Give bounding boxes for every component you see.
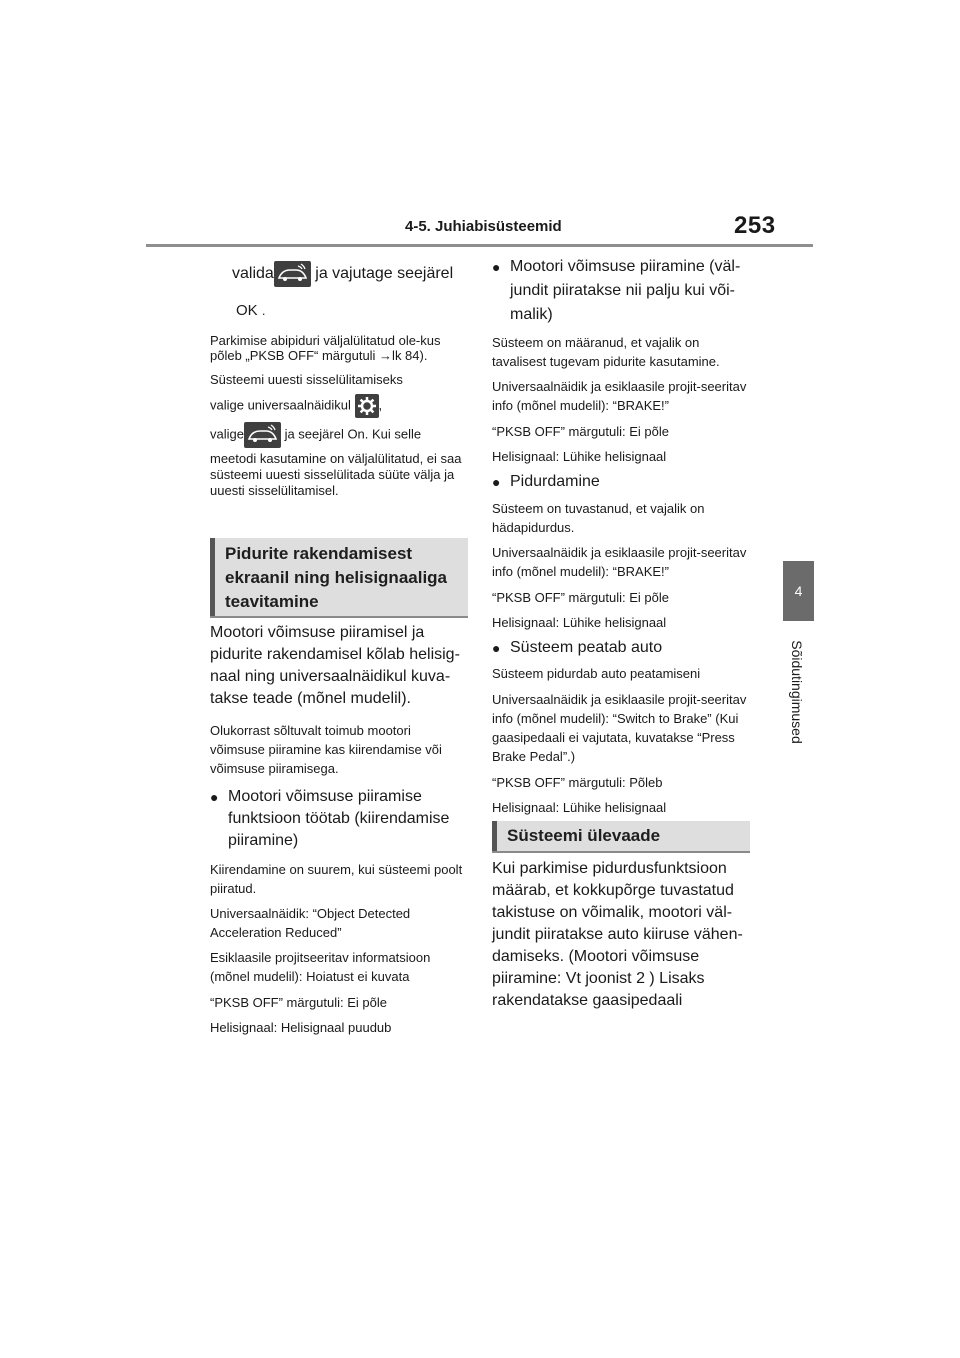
note-text-3a: valige universaalnäidikul: [210, 397, 351, 413]
overview-paragraph: Kui parkimise pidurdusfunktsioon määrab, et kokkupõrge tuvastatud takistuse on võimalik, mootori väl-jundit piiratakse auto kiiruse vähen-damiseks. (Mootori võimsuse piiramine: Vt joonist 2 ) Lisaks rakendatakse gaasipedaali: [492, 860, 743, 1009]
b1-detail-3: “PKSB OFF” märgutuli: Ei põle: [492, 424, 669, 439]
step-text-a: valida: [232, 265, 274, 283]
section-heading-left: Pidurite rakendamisest ekraanil ning helisignaaliga teavitamine: [210, 538, 468, 616]
step-line: [232, 261, 472, 287]
chapter-title: Sõidutingimused: [789, 640, 805, 744]
ok-period: .: [261, 303, 266, 318]
bullet-detail-5: Helisignaal: Helisignaal puudub: [210, 1020, 392, 1035]
gear-icon: [355, 394, 379, 418]
note-text-3b: ,: [378, 397, 383, 413]
bullet-detail-3: Esiklaasile projitseeritav informatsioon (mõnel mudelil): Hoiatust ei kuvata: [210, 950, 431, 984]
b2-detail-1: Süsteem on tuvastanud, et vajalik on hädapidurdus.: [492, 501, 705, 535]
note-line-4: [210, 422, 465, 448]
bullet-detail-1: Kiirendamine on suurem, kui süsteemi poolt piiratud.: [210, 862, 463, 896]
note-text-1: Parkimise abipiduri väljalülitatud ole-kus põleb „PKSB OFF“ märgutuli →lk 84).: [210, 333, 441, 363]
heading-rule-right: [492, 851, 750, 853]
bullet-braking: ● Pidurdamine: [492, 471, 750, 493]
bullet-stop: ● Süsteem peatab auto: [492, 637, 750, 659]
b1-detail-2: Universaalnäidik ja esiklaasile projit-seeritav info (mõnel mudelil): “BRAKE!”: [492, 379, 747, 413]
car-sensor-icon: [244, 422, 281, 448]
b3-detail-4: Helisignaal: Lühike helisignaal: [492, 800, 667, 815]
note-text-4a: valige: [210, 426, 244, 442]
ok-line: [236, 302, 265, 319]
b1-detail-1: Süsteem on määranud, et vajalik on tavalisest tugevam pidurite kasutamine.: [492, 335, 720, 369]
page-number: 253: [734, 212, 776, 239]
chapter-tab: 4: [783, 561, 814, 621]
heading-rule-left: [210, 616, 468, 618]
intro-paragraph: Mootori võimsuse piiramisel ja pidurite rakendamisel kõlab helisig-naal ning universaalnäidikul kuva-takse teade (mõnel mudelil).: [210, 624, 460, 707]
b3-detail-2: Universaalnäidik ja esiklaasile projit-seeritav info (mõnel mudelil): “Switch to Brake” (Kui gaasipedaali ei vajutata, kuvatakse “Press Brake Pedal”.): [492, 692, 747, 764]
note-line-3: [210, 394, 465, 418]
note-text-2: Süsteemi uuesti sisselülitamiseks: [210, 372, 403, 387]
header-rule: [146, 244, 813, 247]
bullet-power-limit: ● Mootori võimsuse piiramine (väl-jundit piiratakse nii palju kui või-malik): [492, 255, 750, 327]
b2-detail-2: Universaalnäidik ja esiklaasile projit-seeritav info (mõnel mudelil): “BRAKE!”: [492, 545, 747, 579]
ok-label: OK: [236, 302, 258, 319]
section-heading-right: Süsteemi ülevaade: [492, 821, 750, 851]
right-body: [492, 255, 750, 816]
note-block: [210, 333, 465, 499]
b2-detail-4: Helisignaal: Lühike helisignaal: [492, 615, 667, 630]
b3-detail-3: “PKSB OFF” märgutuli: Põleb: [492, 775, 663, 790]
step-text-b: ja vajutage seejärel: [310, 265, 454, 283]
left-body: [210, 622, 468, 1036]
bullet-acceleration-limit: ● Mootori võimsuse piiramise funktsioon töötab (kiirendamise piiramine): [210, 786, 468, 852]
car-sensor-icon: [274, 261, 311, 287]
bullet-detail-2: Universaalnäidik: “Object Detected Acceleration Reduced”: [210, 906, 411, 940]
bullet-detail-4: “PKSB OFF” märgutuli: Ei põle: [210, 995, 387, 1010]
intro-small-paragraph: Olukorrast sõltuvalt toimub mootori võimsuse piiramine kas kiirendamise või võimsuse piiramisega.: [210, 723, 442, 776]
b1-detail-4: Helisignaal: Lühike helisignaal: [492, 449, 667, 464]
section-title: 4-5. Juhiabisüsteemid: [405, 218, 562, 235]
b3-detail-1: Süsteem pidurdab auto peatamiseni: [492, 666, 701, 681]
b2-detail-3: “PKSB OFF” märgutuli: Ei põle: [492, 590, 669, 605]
note-text-4b: ja seejärel On. Kui selle: [280, 426, 422, 442]
chapter-side-label: [787, 632, 807, 752]
note-text-5: meetodi kasutamine on väljalülitatud, ei saa süsteemi uuesti sisselülitada süüte välja ja uuesti sisselülitamisel.: [210, 451, 462, 498]
